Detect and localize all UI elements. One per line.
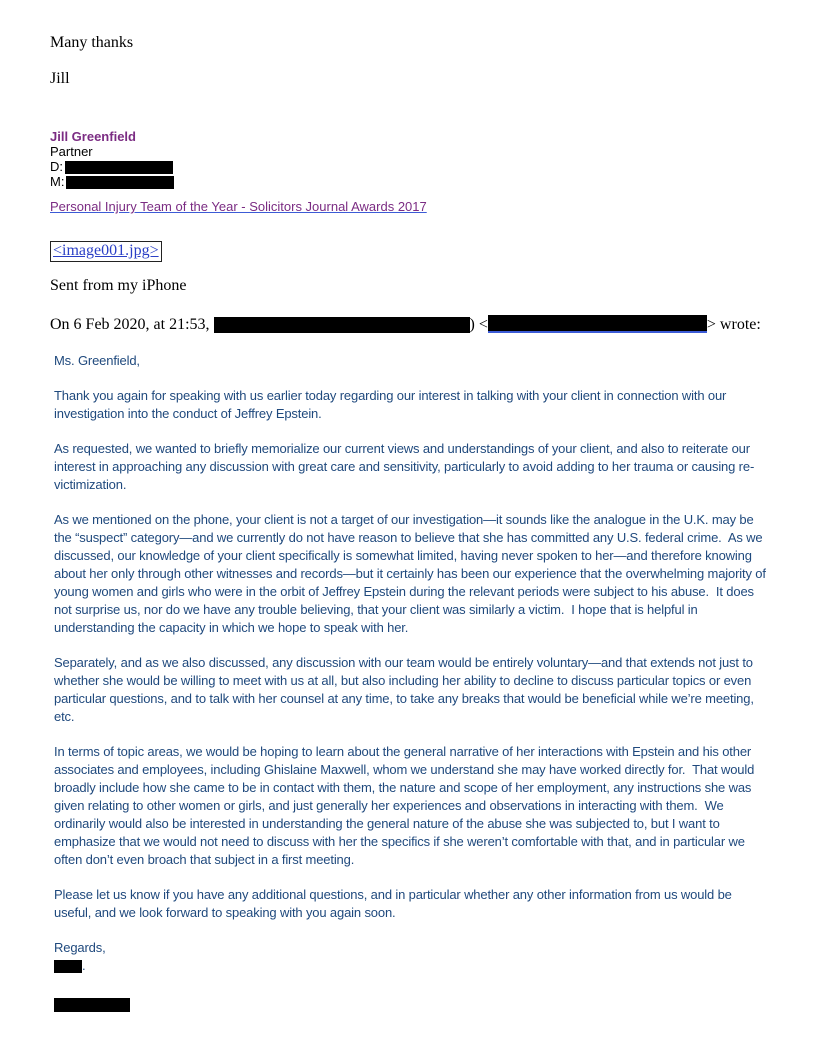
award-link[interactable]: Personal Injury Team of the Year - Solicitors Journal Awards 2017 [50,199,427,215]
quote-header [50,315,766,334]
quote-sender-name-redaction [214,317,470,333]
phone-mobile-label: M: [50,174,65,190]
quote-sender-email-redaction [488,315,707,333]
phone-mobile-line [50,174,766,189]
reply-line-1: Many thanks [50,34,134,51]
sender-name-redaction [54,960,82,973]
phone-direct-label: D: [50,159,63,174]
phone-mobile-redaction [66,176,174,189]
paragraph-4: Separately, and as we also discussed, any discussion with our team would be entirely voluntary—and that extends not just to whether she would be willing to meet with us at all, but also including her ability to decline to discuss particular topics or even particular questions, and to talk with her counsel at any time, to take any breaks that would be beneficial while we’re meeting, etc. [54,655,758,725]
quote-header-suffix: > wrote: [706,316,761,334]
sender-name-redaction-line [54,957,766,975]
paragraph-6: Please let us know if you have any additional questions, and in particular whether any other information from us would be useful, and we look forward to speaking with you again soon. [54,887,736,921]
award-link-row [50,199,766,214]
signature-block [50,129,766,214]
phone-direct-line [50,159,766,174]
closing: Regards, [54,940,106,956]
sender-org-redaction [54,998,130,1012]
sent-from-line: Sent from my iPhone [50,277,187,295]
sender-org-redaction-row [54,995,766,1013]
post-redaction-period: . [82,958,86,974]
inline-image-border-box [50,241,162,262]
reply-line-2: Jill [50,70,70,87]
sender-title: Partner [50,144,93,159]
phone-direct-redaction [65,161,173,174]
quoted-message-body [50,352,770,1013]
quote-header-mid: ) < [469,316,488,334]
paragraph-1: Thank you again for speaking with us earlier today regarding our interest in talking with your client in connection with our investigation into the conduct of Jeffrey Epstein. [54,388,730,422]
inline-image-row [50,241,766,262]
quote-header-prefix: On 6 Feb 2020, at 21:53, [50,316,210,334]
sender-name: Jill Greenfield [50,129,136,144]
salutation: Ms. Greenfield, [54,353,140,369]
paragraph-5: In terms of topic areas, we would be hoping to learn about the general narrative of her interactions with Epstein and his other associates and employees, including Ghislaine Maxwell, whom we understand she may have worked directly for. That would broadly include how she came to be in contact with them, the nature and scope of her employment, any instructions she was given relating to other women or girls, and just generally her experiences and observations in interacting with them. We ordinarily would also be interested in understanding the general nature of the abuse she was subjected to, but I want to emphasize that we would not need to discuss with her the specifics if she weren’t comfortable with that, and in particular we often don’t even broach that subject in a first meeting. [54,744,758,868]
inline-image-link[interactable]: <image001.jpg> [53,242,159,260]
paragraph-2: As requested, we wanted to briefly memorialize our current views and understandings of your client, and also to reiterate our interest in approaching any discussion with great care and sensitivity, particularly to avoid adding to her trauma or causing re-victimization. [54,441,755,493]
paragraph-3: As we mentioned on the phone, your client is not a target of our investigation—it sounds like the analogue in the U.K. may be the “suspect” category—and we currently do not have reason to believe that she has committed any U.S. federal crime. As we discussed, our knowledge of your client specifically is somewhat limited, having never spoken to her—and therefore knowing about her only through other witnesses and records—but it certainly has been our experience that the overwhelming majority of young women and girls who were in the orbit of Jeffrey Epstein during the relevant periods were subject to his abuse. It does not surprise us, nor do we have any trouble believing, that your client was similarly a victim. I hope that is helpful in understanding the capacity in which we hope to speak with her. [54,512,770,636]
